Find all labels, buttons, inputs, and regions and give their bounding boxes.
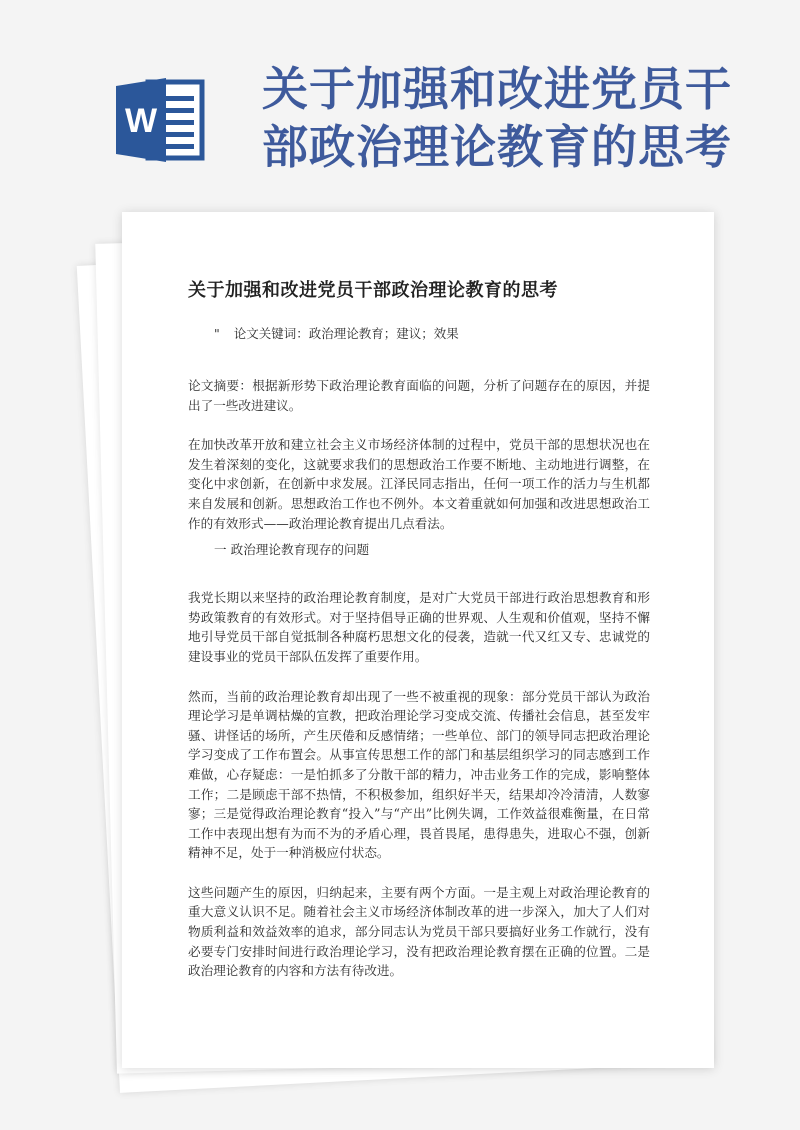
abstract-paragraph: 论文摘要：根据新形势下政治理论教育面临的问题，分析了问题存在的原因，并提出了一些改进建议。 bbox=[188, 378, 650, 413]
body-paragraph-3: 这些问题产生的原因，归纳起来，主要有两个方面。一是主观上对政治理论教育的重大意义认识不足。随着社会主义市场经济体制改革的进一步深入，加大了人们对物质利益和效益效率的追求，部分同志认为党员干部只要搞好业务工作就行，没有必要专门安排时间进行政治理论学习，没有把政治理论教育摆在正确的位置。二是政治理论教育的内容和方法有待改进。 bbox=[188, 884, 650, 979]
keywords-line bbox=[214, 324, 650, 342]
intro-paragraph: 在加快改革开放和建立社会主义市场经济体制的过程中，党员干部的思想状况也在发生着深刻的变化，这就要求我们的思想政治工作要不断地、主动地进行调整，在变化中求创新，在创新中求发展。江泽民同志指出，任何一项工作的活力与生机都来自发展和创新。思想政治工作也不例外。本文着重就如何加强和改进思想政治工作的有效形式——政治理论教育提出几点看法。 bbox=[188, 437, 650, 531]
section-heading: 一 政治理论教育现存的问题 bbox=[214, 542, 370, 558]
cover-title-line2: 部政治理论教育的思考 bbox=[262, 120, 732, 174]
document-title: 关于加强和改进党员干部政治理论教育的思考 bbox=[188, 280, 558, 301]
document-page bbox=[122, 212, 714, 1068]
body-paragraph-2: 然而，当前的政治理论教育却出现了一些不被重视的现象：部分党员干部认为政治理论学习是单调枯燥的宣教，把政治理论学习变成交流、传播社会信息，甚至发牢骚、讲怪话的场所，产生厌倦和反感情绪；一些单位、部门的领导同志把政治理论学习变成了工作布置会。从事宣传思想工作的部门和基层组织学习的同志感到工作难做，心存疑虑：一是怕抓多了分散干部的精力，冲击业务工作的完成，影响整体工作；二是顾虑干部不热情，不积极参加，组织好半天，结果却冷冷清清，人数寥寥；三是觉得政治理论教育“投入”与“产出”比例失调，工作效益很难衡量，在日常工作中表现出想有为而不为的矛盾心理，畏首畏尾，患得患失，进取心不强，创新精神不足，处于一种消极应付状态。 bbox=[188, 688, 650, 861]
keywords-text: 论文关键词：政治理论教育；建议；效果 bbox=[233, 326, 459, 341]
word-letter: W bbox=[124, 102, 158, 140]
keywords-mark: " bbox=[214, 326, 220, 341]
cover-title bbox=[262, 60, 782, 176]
document-body bbox=[188, 276, 650, 1001]
body-paragraph-1: 我党长期以来坚持的政治理论教育制度，是对广大党员干部进行政治思想教育和形势政策教育的有效形式。对于坚持倡导正确的世界观、人生观和价值观，坚持不懈地引导党员干部自觉抵制各种腐朽思想文化的侵袭，造就一代又红又专、忠诚党的建设事业的党员干部队伍发挥了重要作用。 bbox=[188, 590, 650, 664]
cover-title-line1: 关于加强和改进党员干 bbox=[262, 62, 732, 116]
word-icon bbox=[112, 72, 208, 168]
